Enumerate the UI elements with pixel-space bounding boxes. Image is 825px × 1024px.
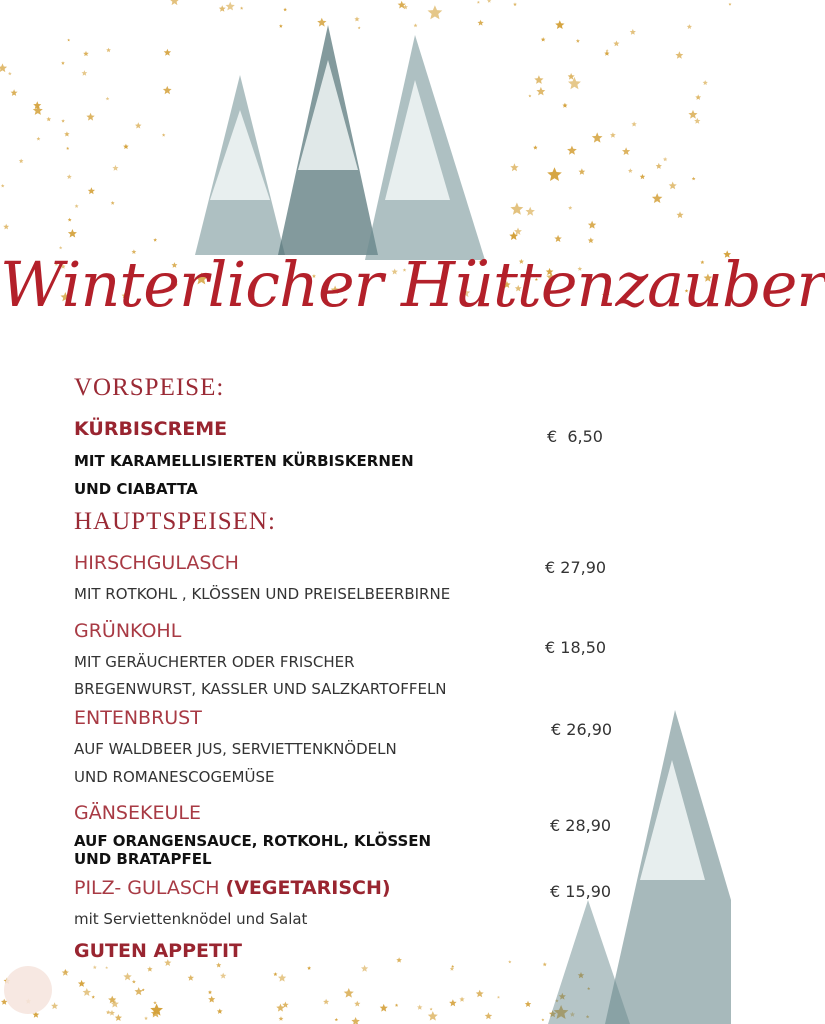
dish-description-line: MIT KARAMELLISIERTEN KÜRBISKERNEN bbox=[74, 452, 414, 470]
dish-description-line: AUF ORANGENSAUCE, ROTKOHL, KLÖSSEN bbox=[74, 832, 432, 850]
gold-star-icon bbox=[692, 177, 696, 181]
gold-star-icon bbox=[449, 999, 457, 1006]
gold-star-icon bbox=[485, 1012, 493, 1019]
gold-star-icon bbox=[541, 1018, 544, 1021]
gold-star-icon bbox=[555, 20, 564, 29]
gold-star-icon bbox=[459, 997, 464, 1002]
gold-star-icon bbox=[487, 0, 491, 3]
gold-star-icon bbox=[68, 229, 77, 238]
gold-star-icon bbox=[562, 103, 567, 108]
gold-star-icon bbox=[663, 157, 668, 161]
gold-star-icon bbox=[208, 996, 215, 1003]
gold-star-icon bbox=[217, 1009, 223, 1014]
gold-star-icon bbox=[278, 974, 286, 982]
gold-star-icon bbox=[68, 218, 72, 222]
gold-star-icon bbox=[106, 97, 110, 101]
gold-star-icon bbox=[513, 2, 517, 6]
gold-star-icon bbox=[111, 201, 115, 205]
gold-star-icon bbox=[613, 41, 619, 47]
gold-star-icon bbox=[273, 972, 277, 976]
dish-price: € 6,50 bbox=[547, 427, 603, 446]
gold-star-icon bbox=[547, 167, 562, 181]
gold-star-icon bbox=[226, 2, 235, 11]
dish-name-entenbrust: ENTENBRUST bbox=[74, 707, 202, 729]
dish-description-line: mit Serviettenknödel und Salat bbox=[74, 910, 308, 928]
gold-star-icon bbox=[669, 182, 677, 190]
gold-star-icon bbox=[163, 86, 172, 94]
gold-star-icon bbox=[105, 966, 108, 969]
gold-star-icon bbox=[83, 988, 91, 996]
gold-star-icon bbox=[132, 980, 136, 984]
tree-group-top bbox=[195, 25, 485, 260]
gold-star-icon bbox=[3, 224, 9, 230]
section-heading-starter: VORSPEISE: bbox=[74, 374, 225, 401]
gold-star-icon bbox=[317, 18, 326, 27]
gold-star-icon bbox=[354, 1001, 360, 1007]
gold-star-icon bbox=[67, 174, 72, 179]
dish-price: € 26,90 bbox=[551, 720, 613, 739]
gold-star-icon bbox=[153, 238, 157, 242]
gold-star-icon bbox=[688, 110, 697, 119]
gold-star-icon bbox=[677, 211, 684, 218]
gold-star-icon bbox=[220, 973, 226, 979]
dish-name-pilz-gulasch bbox=[74, 877, 391, 899]
gold-star-icon bbox=[567, 146, 577, 155]
gold-star-icon bbox=[61, 61, 65, 64]
gold-star-icon bbox=[568, 73, 575, 80]
snowy-tree-icon bbox=[298, 60, 358, 170]
gold-star-icon bbox=[525, 1001, 532, 1007]
gold-star-icon bbox=[478, 20, 484, 26]
gold-star-icon bbox=[153, 1001, 157, 1004]
gold-star-icon bbox=[135, 122, 142, 128]
gold-star-icon bbox=[323, 999, 329, 1005]
gold-star-icon bbox=[279, 1016, 284, 1021]
dish-name-hirschgulasch: HIRSCHGULASCH bbox=[74, 552, 239, 574]
gold-star-icon bbox=[86, 113, 94, 121]
gold-star-icon bbox=[354, 17, 359, 22]
gold-star-icon bbox=[395, 1004, 399, 1007]
gold-star-icon bbox=[344, 988, 354, 998]
gold-star-icon bbox=[695, 94, 701, 100]
dish-description-line: MIT ROTKOHL , KLÖSSEN UND PREISELBEERBIRNE bbox=[74, 585, 451, 603]
gold-star-icon bbox=[335, 1018, 339, 1021]
section-heading-mains: HAUPTSPEISEN: bbox=[74, 508, 276, 535]
gold-star-icon bbox=[64, 131, 69, 136]
gold-star-icon bbox=[82, 70, 88, 76]
gold-star-icon bbox=[67, 39, 70, 42]
gold-star-icon bbox=[568, 206, 572, 210]
gold-star-icon bbox=[604, 51, 609, 56]
gold-star-icon bbox=[188, 975, 194, 981]
gold-star-icon bbox=[526, 207, 535, 216]
menu-title: Winterlicher Hüttenzauber bbox=[0, 248, 825, 321]
gold-star-icon bbox=[576, 39, 580, 43]
gold-star-icon bbox=[510, 203, 523, 215]
gold-star-icon bbox=[543, 962, 547, 966]
gold-star-icon bbox=[361, 965, 368, 972]
dish-description-line: UND BRATAPFEL bbox=[74, 850, 212, 868]
gold-star-icon bbox=[144, 1016, 148, 1020]
snowy-tree-icon bbox=[548, 900, 630, 1024]
gold-star-icon bbox=[476, 990, 484, 998]
gold-star-icon bbox=[497, 996, 500, 999]
gold-star-icon bbox=[88, 187, 95, 194]
gold-star-icon bbox=[510, 163, 518, 171]
gold-star-icon bbox=[11, 89, 18, 96]
snowy-tree-icon bbox=[210, 110, 270, 200]
gold-star-icon bbox=[656, 163, 662, 169]
gold-star-icon bbox=[451, 965, 454, 968]
gold-star-icon bbox=[283, 8, 287, 12]
gold-star-icon bbox=[46, 117, 51, 122]
gold-star-icon bbox=[93, 965, 97, 969]
gold-star-icon bbox=[514, 228, 522, 235]
gold-star-icon bbox=[508, 960, 511, 963]
gold-star-icon bbox=[534, 75, 543, 84]
dish-description-line: MIT GERÄUCHERTER ODER FRISCHER bbox=[74, 653, 355, 671]
gold-star-icon bbox=[307, 966, 311, 970]
gold-star-icon bbox=[216, 963, 221, 968]
gold-star-icon bbox=[240, 7, 243, 10]
logo-badge bbox=[4, 966, 52, 1014]
gold-star-icon bbox=[61, 119, 65, 122]
gold-star-icon bbox=[75, 204, 79, 208]
gold-star-icon bbox=[652, 193, 663, 203]
gold-star-icon bbox=[622, 147, 630, 155]
gold-star-icon bbox=[37, 137, 41, 141]
gold-star-icon bbox=[109, 1010, 115, 1016]
gold-star-icon bbox=[112, 165, 118, 171]
gold-star-icon bbox=[428, 5, 443, 19]
gold-star-icon bbox=[19, 159, 24, 164]
gold-star-icon bbox=[588, 221, 596, 229]
dish-name-text: PILZ- GULASCH bbox=[74, 877, 220, 899]
gold-star-icon bbox=[147, 966, 153, 971]
vegetarian-tag: (VEGETARISCH) bbox=[225, 877, 391, 899]
gold-star-icon bbox=[66, 147, 69, 150]
gold-star-icon bbox=[675, 51, 683, 58]
gold-star-icon bbox=[414, 23, 418, 27]
gold-star-icon bbox=[703, 80, 708, 85]
gold-star-icon bbox=[115, 1014, 122, 1021]
gold-star-icon bbox=[694, 118, 700, 124]
gold-star-icon bbox=[106, 48, 111, 52]
gold-star-icon bbox=[219, 5, 226, 12]
gold-star-icon bbox=[123, 973, 131, 981]
gold-star-icon bbox=[729, 3, 732, 6]
gold-star-icon bbox=[588, 237, 594, 243]
gold-star-icon bbox=[592, 132, 603, 142]
gold-star-icon bbox=[536, 87, 545, 96]
dish-name-gaensekeule: GÄNSEKEULE bbox=[74, 802, 201, 824]
gold-star-icon bbox=[279, 24, 283, 28]
gold-star-icon bbox=[123, 144, 129, 149]
gold-star-icon bbox=[477, 1, 480, 4]
gold-star-icon bbox=[78, 980, 85, 987]
gold-star-icon bbox=[351, 1017, 360, 1024]
dish-price: € 18,50 bbox=[545, 638, 607, 657]
gold-star-icon bbox=[62, 969, 69, 976]
gold-star-icon bbox=[631, 121, 636, 126]
gold-star-icon bbox=[51, 1002, 58, 1009]
gold-star-icon bbox=[358, 26, 361, 29]
gold-star-icon bbox=[687, 24, 692, 29]
gold-star-icon bbox=[1, 184, 5, 187]
dish-name-gruenkohl: GRÜNKOHL bbox=[74, 620, 182, 642]
gold-star-icon bbox=[528, 94, 531, 97]
dish-name-kuerbiscreme: KÜRBISCREME bbox=[74, 418, 228, 440]
dish-description-line: UND CIABATTA bbox=[74, 480, 198, 498]
dish-price: € 28,90 bbox=[550, 816, 612, 835]
gold-star-icon bbox=[92, 995, 96, 998]
gold-star-icon bbox=[430, 1008, 433, 1011]
dish-description-line: BREGENWURST, KASSLER UND SALZKARTOFFELN bbox=[74, 680, 447, 698]
gold-star-icon bbox=[428, 1011, 438, 1021]
tree-group-bottom bbox=[548, 710, 731, 1024]
footer-guten-appetit: GUTEN APPETIT bbox=[74, 940, 243, 962]
gold-star-icon bbox=[541, 37, 546, 41]
gold-star-icon bbox=[8, 72, 12, 76]
gold-star-icon bbox=[630, 29, 636, 35]
dish-description-line: AUF WALDBEER JUS, SERVIETTENKNÖDELN bbox=[74, 740, 397, 758]
gold-star-icon bbox=[208, 990, 212, 994]
dish-price: € 15,90 bbox=[550, 882, 612, 901]
gold-star-icon bbox=[164, 49, 171, 56]
gold-star-icon bbox=[533, 145, 537, 149]
gold-star-icon bbox=[83, 51, 89, 56]
gold-star-icon bbox=[170, 0, 179, 5]
gold-star-icon bbox=[135, 987, 144, 995]
dish-price: € 27,90 bbox=[545, 558, 607, 577]
dish-description-line: UND ROMANESCOGEMÜSE bbox=[74, 768, 275, 786]
gold-star-icon bbox=[0, 63, 7, 72]
gold-star-icon bbox=[396, 957, 402, 962]
gold-star-icon bbox=[417, 1005, 423, 1010]
gold-star-icon bbox=[162, 133, 166, 136]
gold-star-icon bbox=[610, 132, 616, 138]
gold-star-icon bbox=[579, 168, 586, 174]
gold-star-icon bbox=[640, 174, 646, 179]
gold-star-icon bbox=[554, 235, 562, 242]
gold-star-icon bbox=[628, 168, 633, 173]
gold-star-icon bbox=[380, 1004, 388, 1012]
